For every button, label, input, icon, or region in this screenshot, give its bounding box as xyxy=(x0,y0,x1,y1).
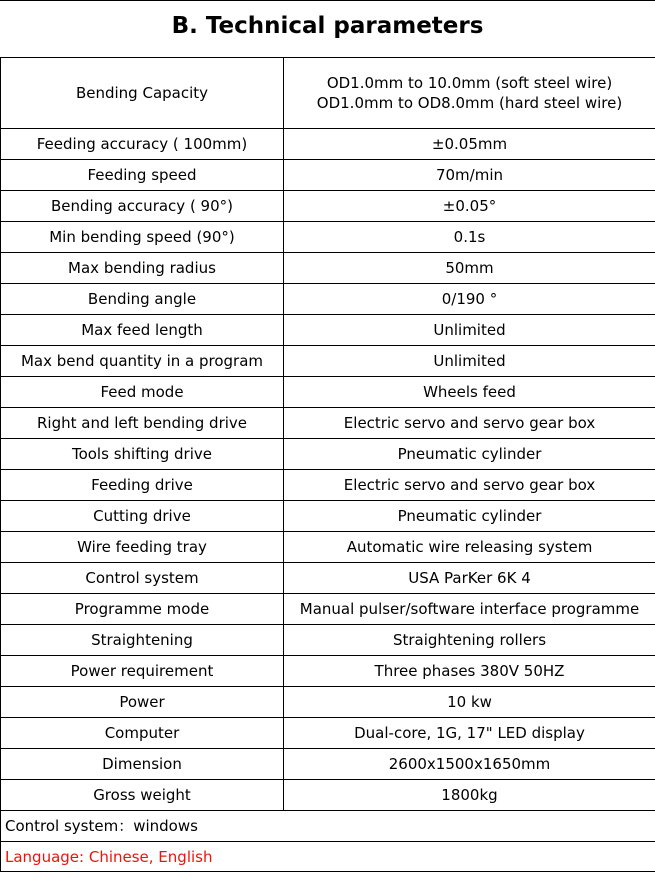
note-row xyxy=(1,811,655,842)
table-row xyxy=(1,129,655,160)
param-label: Programme mode xyxy=(1,594,284,625)
param-label: Wire feeding tray xyxy=(1,532,284,563)
table-row xyxy=(1,408,655,439)
table-row xyxy=(1,501,655,532)
table-row xyxy=(1,656,655,687)
language-note: Language: Chinese, English xyxy=(1,842,655,872)
language-row xyxy=(1,842,655,872)
param-value: 70m/min xyxy=(284,160,655,191)
table-row xyxy=(1,222,655,253)
param-value: USA ParKer 6K 4 xyxy=(284,563,655,594)
param-value: 0.1s xyxy=(284,222,655,253)
table-row xyxy=(1,780,655,811)
table-row xyxy=(1,160,655,191)
param-label: Tools shifting drive xyxy=(1,439,284,470)
table-row xyxy=(1,58,655,129)
parameters-table xyxy=(0,57,655,872)
param-value: Unlimited xyxy=(284,346,655,377)
page-title: B. Technical parameters xyxy=(171,13,484,39)
table-row xyxy=(1,718,655,749)
param-label: Bending accuracy ( 90°) xyxy=(1,191,284,222)
param-value-line: OD1.0mm to OD8.0mm (hard steel wire) xyxy=(316,94,623,112)
table-row xyxy=(1,377,655,408)
param-value: Automatic wire releasing system xyxy=(284,532,655,563)
param-label: Bending angle xyxy=(1,284,284,315)
param-value: ±0.05mm xyxy=(284,129,655,160)
param-value: Three phases 380V 50HZ xyxy=(284,656,655,687)
top-rule xyxy=(0,0,655,1)
param-value: Manual pulser/software interface programme xyxy=(284,594,655,625)
param-label: Right and left bending drive xyxy=(1,408,284,439)
param-label: Feeding drive xyxy=(1,470,284,501)
param-value: Straightening rollers xyxy=(284,625,655,656)
control-system-note: Control system：windows xyxy=(1,811,655,842)
param-label: Power requirement xyxy=(1,656,284,687)
param-value: Wheels feed xyxy=(284,377,655,408)
param-value: Pneumatic cylinder xyxy=(284,439,655,470)
param-label: Max feed length xyxy=(1,315,284,346)
param-value: Electric servo and servo gear box xyxy=(284,408,655,439)
table-row xyxy=(1,253,655,284)
table-row xyxy=(1,191,655,222)
param-value xyxy=(284,58,655,129)
param-label: Cutting drive xyxy=(1,501,284,532)
param-label: Control system xyxy=(1,563,284,594)
table-row xyxy=(1,284,655,315)
param-label: Power xyxy=(1,687,284,718)
table-row xyxy=(1,532,655,563)
param-value: 10 kw xyxy=(284,687,655,718)
param-label: Dimension xyxy=(1,749,284,780)
param-label: Max bend quantity in a program xyxy=(1,346,284,377)
param-label: Computer xyxy=(1,718,284,749)
param-value: Electric servo and servo gear box xyxy=(284,470,655,501)
table-row xyxy=(1,625,655,656)
param-value-line: OD1.0mm to 10.0mm (soft steel wire) xyxy=(326,74,613,92)
table-row xyxy=(1,346,655,377)
param-value: Dual-core, 1G, 17" LED display xyxy=(284,718,655,749)
param-value: ±0.05° xyxy=(284,191,655,222)
param-value: 50mm xyxy=(284,253,655,284)
param-label: Feed mode xyxy=(1,377,284,408)
table-row xyxy=(1,439,655,470)
param-label: Feeding speed xyxy=(1,160,284,191)
table-row xyxy=(1,315,655,346)
table-row xyxy=(1,470,655,501)
param-value: 2600x1500x1650mm xyxy=(284,749,655,780)
param-label: Straightening xyxy=(1,625,284,656)
param-value: 1800kg xyxy=(284,780,655,811)
param-label: Feeding accuracy ( 100mm) xyxy=(1,129,284,160)
param-label: Gross weight xyxy=(1,780,284,811)
table-row xyxy=(1,594,655,625)
parameters-table-body xyxy=(1,58,655,811)
table-row xyxy=(1,563,655,594)
param-value: 0/190 ° xyxy=(284,284,655,315)
param-label: Min bending speed (90°) xyxy=(1,222,284,253)
table-row xyxy=(1,687,655,718)
param-value: Unlimited xyxy=(284,315,655,346)
param-label: Max bending radius xyxy=(1,253,284,284)
param-label: Bending Capacity xyxy=(1,58,284,129)
param-value: Pneumatic cylinder xyxy=(284,501,655,532)
table-row xyxy=(1,749,655,780)
